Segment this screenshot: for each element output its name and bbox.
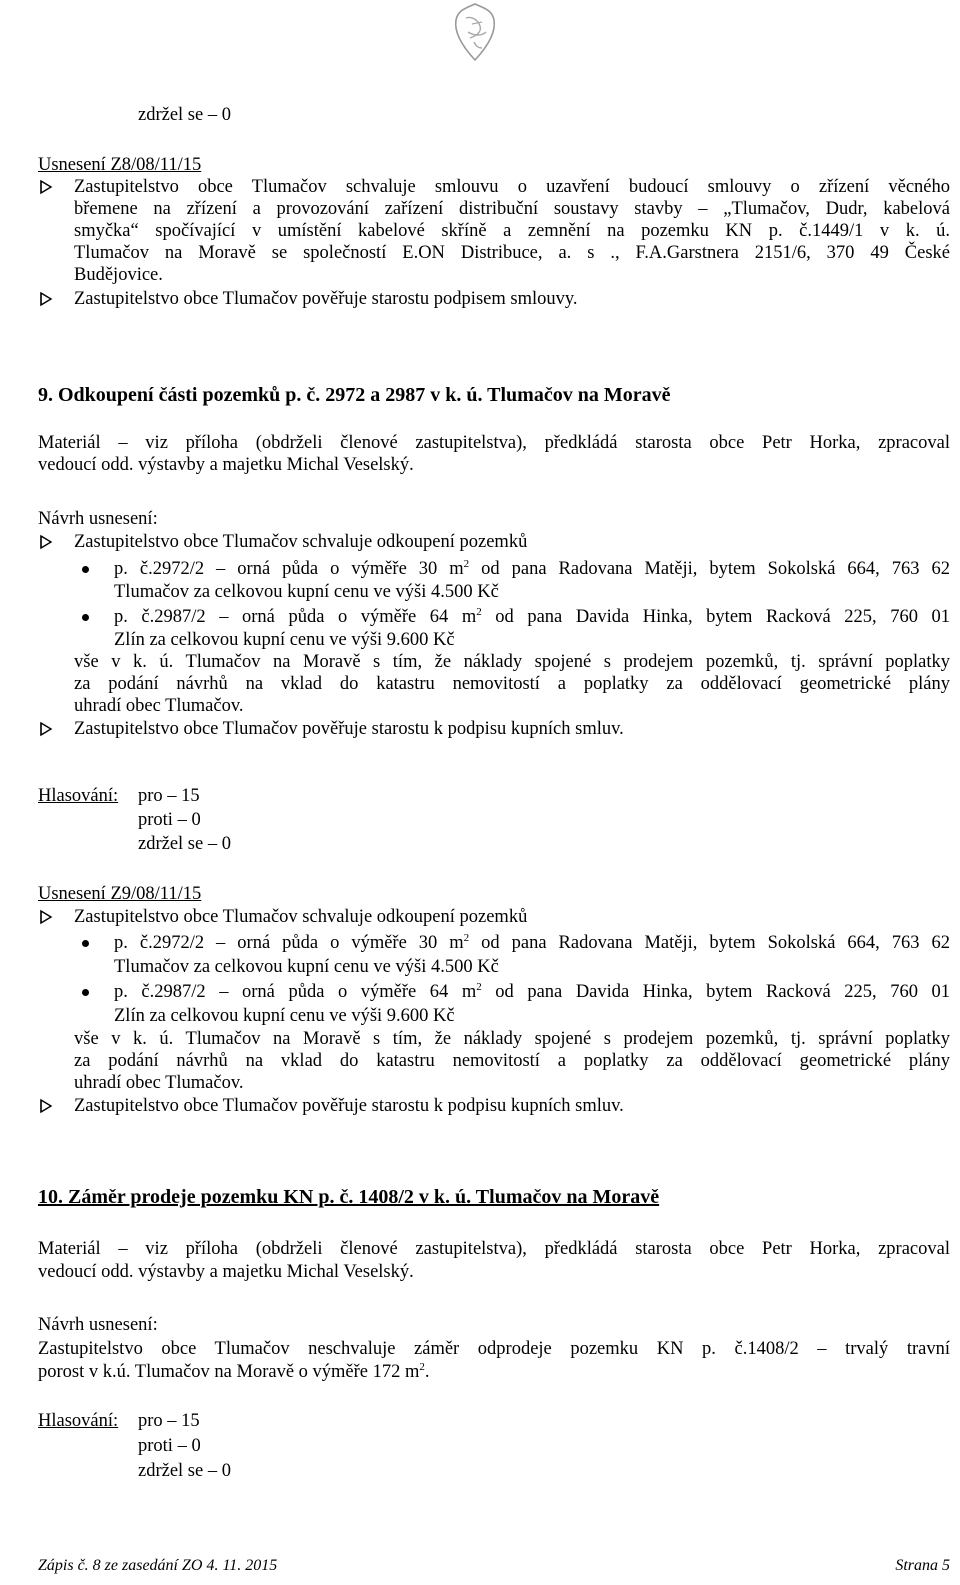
list-bullet-icon [82, 940, 89, 947]
arrow-bullet-icon [38, 288, 58, 310]
z8-paragraph-line: břemene na zřízení a provozování zařízení distribuční soustavy stavby – „Tlumačov, Dudr, kabelová [74, 199, 950, 219]
s9-conditions-line: za podání návrhů na vklad do katastru nemovitostí a poplatky za oddělovací geometrické plány [74, 674, 950, 694]
s9-conditions-line: uhradí obec Tlumačov. [74, 696, 244, 716]
s10-material-line: Materiál – viz příloha (obdrželi členové zastupitelstva), předkládá starosta obce Petr Horka, zpracoval [38, 1239, 950, 1259]
z8-paragraph-line: Zastupitelstvo obce Tlumačov schvaluje smlouvu o uzavření budoucí smlouvy o zřízení věcného [74, 177, 950, 197]
vote-for: pro – 15 [138, 786, 200, 806]
arrow-bullet-icon [38, 531, 58, 553]
list-bullet-icon [82, 989, 89, 996]
section-9-heading: 9. Odkoupení části pozemků p. č. 2972 a 2987 v k. ú. Tlumačov na Moravě [38, 384, 671, 406]
s10-material-line: vedoucí odd. výstavby a majetku Michal Veselský. [38, 1262, 414, 1282]
vote-for: pro – 15 [138, 1411, 200, 1431]
arrow-bullet-icon [38, 906, 58, 928]
vote-abstain: zdržel se – 0 [138, 1461, 231, 1481]
arrow-bullet-icon [38, 1095, 58, 1117]
z9-approves: Zastupitelstvo obce Tlumačov schvaluje odkoupení pozemků [74, 907, 528, 927]
s10-decision-line: porost v k.ú. Tlumačov na Moravě o výměře 172 $m^2$. [38, 1361, 430, 1382]
voting-label: Hlasování: [38, 1411, 119, 1431]
document-page [38, 0, 950, 1585]
footer-meeting-info: Zápis č. 8 ze zasedání ZO 4. 11. 2015 [38, 1557, 278, 1574]
page-footer [38, 1556, 950, 1576]
z9-conditions-line: uhradí obec Tlumačov. [74, 1073, 244, 1093]
vote-abstain: zdržel se – 0 [138, 834, 231, 854]
z8-paragraph-line: Tlumačov na Moravě se společností E.ON Distribuce, a. s ., F.A.Garstnera 2151/6, 370 49 České [74, 243, 950, 263]
s9-item1-line: Tlumačov za celkovou kupní cenu ve výši 4.500 Kč [114, 582, 499, 602]
list-bullet-icon [82, 614, 89, 621]
z9-item2-line: Zlín za celkovou kupní cenu ve výši 9.600 Kč [114, 1006, 455, 1026]
s9-approves: Zastupitelstvo obce Tlumačov schvaluje odkoupení pozemků [74, 532, 528, 552]
z9-conditions-line: za podání návrhů na vklad do katastru nemovitostí a poplatky za oddělovací geometrické plány [74, 1051, 950, 1071]
s9-item1-line: p. č.2972/2 – orná půda o výměře 30 $m^2$ od pana Radovana Matěji, bytem Sokolská 664, 763 62 [114, 558, 950, 579]
z9-item2-line: p. č.2987/2 – orná půda o výměře 64 $m^2$ od pana Davida Hinka, bytem Racková 225, 760 01 [114, 981, 950, 1002]
z8-paragraph-line: Budějovice. [74, 265, 163, 285]
arrow-bullet-icon [38, 176, 58, 198]
z8-authorization: Zastupitelstvo obce Tlumačov pověřuje starostu podpisem smlouvy. [74, 289, 578, 309]
vote-abstain: zdržel se – 0 [138, 105, 231, 125]
voting-label: Hlasování: [38, 786, 119, 806]
resolution-title-z8: Usnesení Z8/08/11/15 [38, 155, 202, 175]
resolution-title-z9: Usnesení Z9/08/11/15 [38, 884, 202, 904]
s9-item2-line: p. č.2987/2 – orná půda o výměře 64 $m^2$ od pana Davida Hinka, bytem Racková 225, 760 01 [114, 606, 950, 627]
vote-against: proti – 0 [138, 1436, 201, 1456]
z9-authorization: Zastupitelstvo obce Tlumačov pověřuje starostu k podpisu kupních smluv. [74, 1096, 624, 1116]
z8-paragraph-line: smyčka“ spočívající v umístění kabelové skříně a zemnění na pozemku KN p. č.1449/1 v k. ú. [74, 221, 950, 241]
z9-item1-line: Tlumačov za celkovou kupní cenu ve výši 4.500 Kč [114, 957, 499, 977]
s9-material-line: Materiál – viz příloha (obdrželi členové zastupitelstva), předkládá starosta obce Petr Horka, zpracoval [38, 433, 950, 453]
s9-conditions-line: vše v k. ú. Tlumačov na Moravě s tím, že náklady spojené s prodejem pozemků, tj. správní poplatky [74, 652, 950, 672]
z9-item1-line: p. č.2972/2 – orná půda o výměře 30 $m^2$ od pana Radovana Matěji, bytem Sokolská 664, 763 62 [114, 932, 950, 953]
vote-against: proti – 0 [138, 810, 201, 830]
footer-page-number: Strana 5 [895, 1557, 950, 1574]
list-bullet-icon [82, 566, 89, 573]
s9-material-line: vedoucí odd. výstavby a majetku Michal Veselský. [38, 455, 414, 475]
s10-decision-line: Zastupitelstvo obce Tlumačov neschvaluje záměr odprodeje pozemku KN p. č.1408/2 – trvalý travní [38, 1339, 950, 1359]
s9-authorization: Zastupitelstvo obce Tlumačov pověřuje starostu k podpisu kupních smluv. [74, 719, 624, 739]
municipal-crest-icon [448, 2, 502, 64]
arrow-bullet-icon [38, 718, 58, 740]
s9-proposal-label: Návrh usnesení: [38, 509, 158, 529]
z9-conditions-line: vše v k. ú. Tlumačov na Moravě s tím, že náklady spojené s prodejem pozemků, tj. správní poplatky [74, 1029, 950, 1049]
section-10-heading: 10. Záměr prodeje pozemku KN p. č. 1408/2 v k. ú. Tlumačov na Moravě [38, 1186, 660, 1208]
s9-item2-line: Zlín za celkovou kupní cenu ve výši 9.600 Kč [114, 630, 455, 650]
s10-proposal-label: Návrh usnesení: [38, 1315, 158, 1335]
